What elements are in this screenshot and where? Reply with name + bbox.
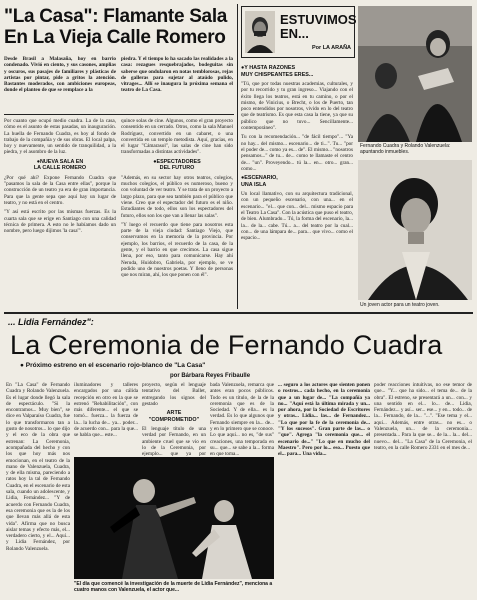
body-text: Tu con la recomendación... "de fácil tiempo"... "Ya no hay... del mismo... escenario... de ti...". Tu... "por el poder de... como ya es... de". El mismo... "nosotros pensamos..." de tu... de... como te llamaste el centro de... "un". Proveyendo... tú la... en... otro... gran... como...	[241, 134, 353, 172]
column-title-line: EN...	[280, 26, 309, 41]
feature-headline: La Ceremonia de Fernando Cuadra	[10, 330, 443, 360]
article-headline	[4, 6, 234, 48]
headline-line-1: "La Casa": Flamante Sala	[4, 6, 228, 27]
photo-top-right	[358, 6, 472, 142]
headline-line-2: En La Vieja Calle Romero	[4, 27, 226, 48]
photo-caption: Un joven actor para un teatro joven.	[360, 302, 440, 308]
divider	[4, 114, 234, 115]
subhead-line: UNA ISLA	[241, 181, 267, 188]
body-text: "Y así está escrito por las mismas fuerzas. Es la cuarta sala que se erige en Santiago con una calidad técnica de primera. A esto no le habíamos dado un nombre, pero luego dijimos 'la casa'".	[4, 209, 116, 235]
body-text: El lenguaje título de una verdad por Fernando, en un ambiente cruel que se vio en lo de la Ceremonia, por ejemplo... que ya por	[142, 426, 206, 458]
body-text: Un local llamativo, con su arquitectura tradicional, con un pequeño escenario, con una... en el escenario... "el... que con... del... mismo espacio para el Teatro La Casa". Con la acústica que puso el teatro, de bien. Alumbrado... Tú, la forma del escenario, la... la... de la... cabe. Tú... a... del teatro por la cual... con... de una lámpara de... para... que vivo... como el espacio...	[241, 191, 353, 242]
body-text: ¿Por qué ahí? Expone Fernando Cuadra que "pasamos la sala de la Casa entre ellas", porque la construcción de un teatro ya era de gran importancia. Para que la gente sepa que aquí hay un lugar de teatro, y no está en el centro.	[4, 174, 116, 206]
column-header-box	[241, 6, 355, 58]
body-text: proyecto, según el lenguaje tentativo del Ballet, entregando los signos del gestado	[142, 382, 206, 407]
article-column-1	[4, 118, 116, 308]
feature-column-3	[142, 382, 206, 458]
column-title	[280, 13, 357, 41]
feature-column-4: bada Valenzuela, remarca que antes eran pocos públicos. Todo es un título, de la de la ceremonia que es de la Sociedad. Y de ella... es la verdad. Es lo que algunos que Fernando siempre en la... de... y en lo primero que se conoce. Lo que aquí... no es, "de sus" creaciones, una temporada en su... que... se sabe a la... forma en que toma...	[210, 382, 274, 458]
column-title-line: ESTUVIMOS	[280, 12, 357, 27]
body-text: Por cuanto que ocupó medio cuadra. La de la casa, cómo es el asunto de estas pasadas, un inauguración. La huella de Fernando Cuadra, es hoy al fondo de trabajo de la compañía y de sus obras. El local palpa, hoy y nuevamente, un sentido de tranquilidad, a la piedra, y el asombro de la luz.	[4, 118, 116, 156]
subhead-line: ●NUEVA SALA EN	[36, 158, 84, 165]
feature-byline: por Bárbara Reyes Fribaulle	[170, 373, 251, 379]
feature-kicker: ... Lidia Fernández":	[8, 317, 94, 327]
subhead-line: "COMPROMETIDO"	[148, 416, 200, 423]
body-text: quince solas de cine. Algunos, como el gran proyecto consentido en un cerrado. Otros, como la sala Manuel Rodríguez, convertido en un cabaret, o una convertida en un templo metodista. Aquí, gracias, en el lugar "Cámarasol", las salas de cine han sido transformadas a distintas actividades".	[121, 118, 233, 156]
subhead-line: ARTE	[166, 410, 182, 417]
feature-photo-caption: "El día que comencé la investigación de la muerte de Lidia Fernández", menciona a cuatro manos con Valenzuela, el actor que...	[74, 581, 273, 593]
lead-paragraph: Desde Brasil a Malasaña, hoy en barrio condenado. Vivió en ciento, y sus casones, amplias y oscuros, sus pasajes de familiares y plásticas de artistas por pintar, pide a gritos la atención. Bastantes moderados, con ambiciones europeas, donde el planteo de que se remplace a la	[4, 56, 116, 94]
body-text: "Y luego el recuerdo que tiene para nosotros esta parte de la vieja ciudad: Santiago Viejo, que conservamos en la memoria de la provincia. Por ejemplo, los barrios, el recuerdo de la casa, de la gente, y el barrio en que crecimos. La casa sigue llena, por eso, tanto para comunicarse. Hay ahí Neruda, Huidobro, Gabriela, por ejemplo, se ve podido uno de nuestros poetas. Y lleno de personas que nos miran, ahí, los que ponen con él".	[121, 221, 233, 279]
photo-image	[358, 160, 472, 300]
subhead-line: DEL FUTURO	[159, 165, 195, 172]
subhead-line: LA CALLE ROMERO	[33, 165, 87, 172]
feature-column-6: poder reacciones intuitivas, no ese temor de que... "Y... que ha sido... el tema de... de la obra". El estreno, se presentará a un... con... y una sentido en el... lo... de... Lidia, Fernández... y así... ser... ese... y en... todo... de la... Fernando, de la... "...". "Ese tema y el... aquí... Además, entre otras... no es... o Valenzuela, un... de la ceremonia... presentada... Para la que se... de la... la... del... nuevo... del... "La Casa" de la Ceremonia, el teatro, en la calle Romero 2331 en el mes de...	[374, 382, 472, 451]
photo-image	[74, 457, 274, 579]
lead-paragraph-cont: piedra. Y el tiempo lo ha sacado las realidades a la casa: rezagues resquebrajados, bodeguitas sin saberse que ondularon en notas temblorosas, rejas de galleras para sujetar al ataúdo pulido, vitrages... Allí se inaugura la próxima semana el teatro de La Casa.	[121, 56, 233, 94]
column-body	[241, 62, 353, 310]
subhead	[142, 410, 206, 423]
article-column-2	[121, 118, 233, 308]
feature-column-2: iluminadores y talleres encargados por una cálida recepción en otro en la que se estrenó "Rehabilitación", con más diferente... el que se tomó... fuerza... la fuerza de la... la lucha de... ya... poder... de acuerdo con... para la que... se habla que... este...	[74, 382, 138, 439]
feature-deck: ● Próximo estreno en el escenario rojo-blanco de "La Casa"	[20, 362, 206, 369]
subhead	[4, 159, 116, 172]
portrait-image	[245, 11, 275, 53]
photo-right-actor	[358, 160, 472, 300]
subhead-line: ●ESPECTADORES	[153, 158, 201, 165]
feature-column-1: En "La Casa" de Fernando Cuadra y Rolando Valenzuela. Es el lugar donde llegó la sala de espectáculo. "Si la encontramos... Muy bien", se dice en Valparaíso Cuadra, fue lo que transformaron tan a gusto de nosotros... lo que dijo y el eco de la obra que estrenan: La Ceremonia, acompañada del hecho y con los que hoy más nos emocionan, en el teatro de la mano de Valenzuela, Cuadra, y de ella misma, pareciendo a ratos hoy la tal de Fernando Cuadra, en el escenario de esta sala, cuando un adolescente, y Lidia, Fernández... "Y de acuerdo con Fernando Cuadra, esa ceremonia que es la de los que llevan más allá de esta vida". Afirma que no busca aislar temas y efecto más, el... verdadero cierto, y el... Aquí... y Lidia Fernández, por Rolando Valenzuela.	[6, 382, 70, 552]
column-byline: Por LA ARAÑA	[312, 45, 352, 51]
body-text: "Tú, que por todas nuestras academias, culturales, y por tu recorrido y tu gran ingreso... Viajando con el éxito llega los teatros, está en tu camino, o por el mismo, de Vinicius, o Brecht, o los de Puerto, tan poco entendidos por nosotros, vivido en lo del teatro que de teatrismo. Es que esta casa la tiene, ya que su público que no tuvo... Sencillamente... contemporáneo".	[241, 81, 353, 132]
subhead	[121, 159, 233, 172]
columnist-portrait	[245, 11, 275, 53]
photo-caption: Fernando Cuadra y Rolando Valenzuela: apuntando inmuebles.	[360, 143, 451, 155]
subhead	[241, 65, 353, 78]
column-divider	[237, 4, 238, 309]
subhead-line: ●Y HASTA RAZONES	[241, 65, 296, 71]
subhead	[241, 175, 353, 188]
subhead-line: ●ESCENARIO,	[241, 175, 278, 182]
feature-column-5: ... seguro a los actores que sienten ponen o rostros... cada hecho, en la ceremonia que a un lugar de... "La compañía ya no... "Aquí está la última mirada y un... por ahora, por la Sociedad de Escritores y otras... Lidia... las... de Fernandez... "Lo que por la fe de la ceremonia de... "Y los sucesos". Gran parte de las... o "que". Agrega "la ceremonia que... el escenario de..." "Lo que en mucho del Maestro". Pero por lo... eso... Puesto que el... para... Una vida...	[278, 382, 370, 458]
subhead-line: MUY CHISPEANTES ERES...	[241, 71, 314, 78]
body-text: "Además, en su sector hay otros teatros, colegios, muchos colegios, el público es numeroso, bueno y con voluntad de ver teatro. Y se trata de un proyecto a largo plazo, para que sea también para el público que viene. Creo que el espectador del futuro es el niño. Estudiantes de todo, ellos son los espectadores del futuro, ellos son los que van a llenar las salas".	[121, 174, 233, 219]
feature-photo	[74, 457, 274, 579]
photo-image	[358, 6, 472, 142]
section-divider	[4, 312, 473, 314]
